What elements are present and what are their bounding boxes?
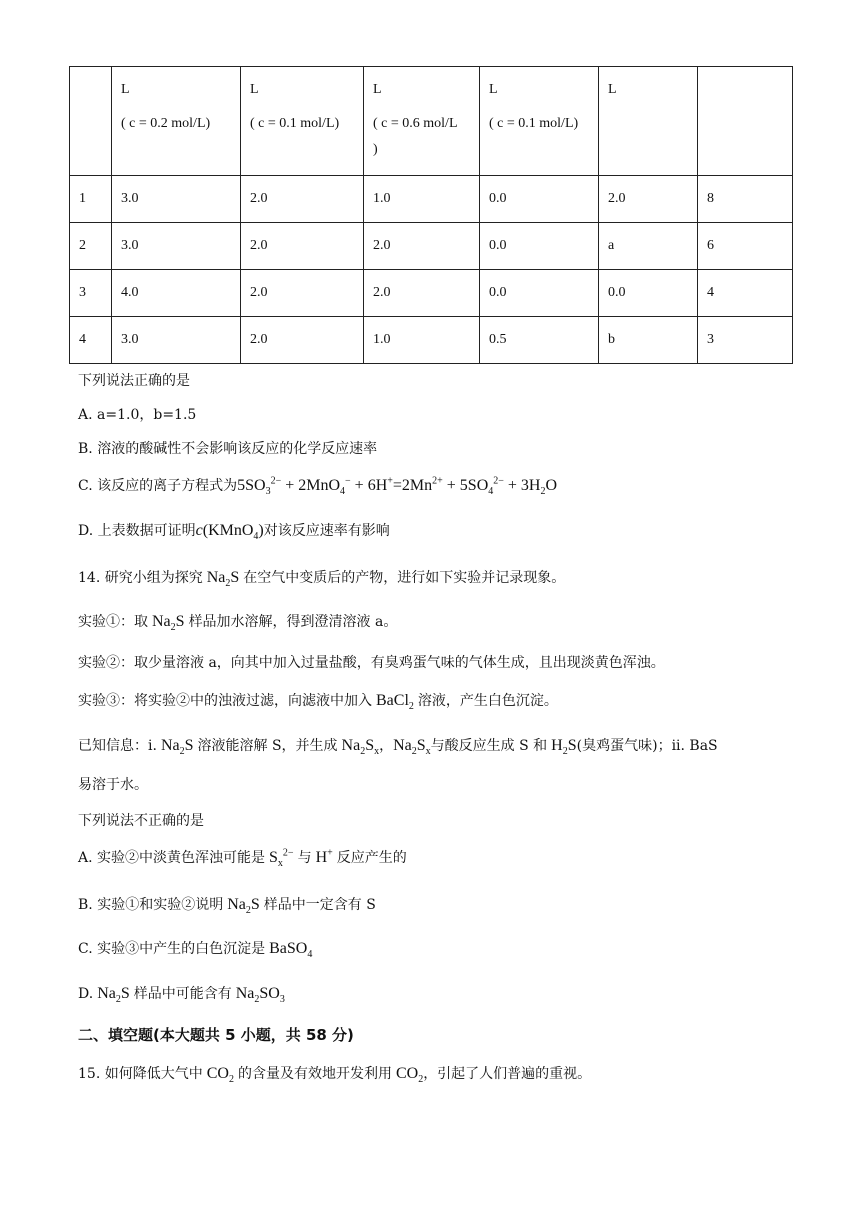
table-header-cell: L	[599, 67, 698, 176]
table-cell: 2.0	[241, 317, 364, 364]
table-cell: 2.0	[241, 176, 364, 223]
q14-exp3: 实验③：将实验②中的浊液过滤，向滤液中加入 BaCl$_2$ 溶液，产生白色沉淀。	[78, 692, 558, 713]
table-cell: 3	[698, 317, 793, 364]
table-header-cell: L ( c = 0.1 mol/L)	[480, 67, 599, 176]
table-cell: 3.0	[112, 223, 241, 270]
table-cell: 2	[70, 223, 112, 270]
table-header-cell: L ( c = 0.2 mol/L)	[112, 67, 241, 176]
table-cell: 0.5	[480, 317, 599, 364]
table-cell: 2.0	[241, 223, 364, 270]
q15-stem: 15. 如何降低大气中 $CO_2$ 的含量及有效地开发利用 $CO_2$，引起了人们普遍的重视。	[78, 1065, 592, 1086]
table-cell: 6	[698, 223, 793, 270]
table-cell: 2.0	[364, 270, 480, 317]
table-cell: 8	[698, 176, 793, 223]
q14-option-d: D. $Na_2S$ 样品中可能含有 $Na_2SO_3$	[78, 985, 285, 1006]
table-cell: 4	[698, 270, 793, 317]
table-cell: 3.0	[112, 317, 241, 364]
table-cell: a	[599, 223, 698, 270]
section-heading: 二、填空题(本大题共 5 小题，共 58 分)	[78, 1026, 354, 1044]
table-cell: 0.0	[480, 270, 599, 317]
table-cell: 2.0	[599, 176, 698, 223]
table-cell: 2.0	[241, 270, 364, 317]
q13-option-a: A. a=1.0，b=1.5	[78, 407, 197, 423]
table-row	[70, 223, 793, 270]
table-cell: 1.0	[364, 176, 480, 223]
q13-prompt: 下列说法正确的是	[78, 373, 190, 389]
q14-option-a: A. 实验②中淡黄色浑浊可能是 $S_x^{2-}$ 与 H+ 反应产生的	[78, 847, 407, 870]
experiment-table	[69, 66, 793, 364]
q14-exp2: 实验②：取少量溶液 a，向其中加入过量盐酸，有臭鸡蛋气味的气体生成，且出现淡黄色浑浊。	[78, 655, 665, 671]
table-header-cell	[698, 67, 793, 176]
q14-exp1: 实验①：取 $Na_2S$ 样品加水溶解，得到澄清溶液 a。	[78, 613, 398, 634]
table-cell: 1.0	[364, 317, 480, 364]
q13-option-d: D. 上表数据可证明c(KMnO$_4$)对该反应速率有影响	[78, 522, 390, 543]
table-cell: 0.0	[480, 223, 599, 270]
q14-known: 已知信息：i. $Na_2S$ 溶液能溶解 S，并生成 $Na_2S_x$，$Na_2S_x$与酸反应生成 S 和 $H_2S$(臭鸡蛋气味)；ii. BaS	[78, 737, 718, 758]
table-header-cell: L ( c = 0.1 mol/L)	[241, 67, 364, 176]
table-row	[70, 176, 793, 223]
table-cell: 2.0	[364, 223, 480, 270]
q13-option-b: B. 溶液的酸碱性不会影响该反应的化学反应速率	[78, 441, 378, 457]
table-cell: 0.0	[480, 176, 599, 223]
table-row	[70, 270, 793, 317]
table-cell: 3	[70, 270, 112, 317]
table-cell: 3.0	[112, 176, 241, 223]
q14-prompt: 下列说法不正确的是	[78, 813, 204, 829]
table-cell: b	[599, 317, 698, 364]
q13-option-c: C. 该反应的离子方程式为$5SO_3^{2-} + 2MnO_4^- + 6H^+=2Mn^{2+} + 5SO_4^{2-} + 3H_2O$	[78, 475, 558, 498]
q14-known-cont: 易溶于水。	[78, 777, 148, 793]
q14-stem: 14. 研究小组为探究 $Na_2S$ 在空气中变质后的产物，进行如下实验并记录现象。	[78, 569, 566, 590]
table-row	[70, 317, 793, 364]
table-cell: 4.0	[112, 270, 241, 317]
table-cell: 1	[70, 176, 112, 223]
table-header-cell	[70, 67, 112, 176]
table-header-cell: L ( c = 0.6 mol/L )	[364, 67, 480, 176]
table-cell: 0.0	[599, 270, 698, 317]
q14-option-b: B. 实验①和实验②说明 $Na_2S$ 样品中一定含有 S	[78, 896, 376, 917]
q14-option-c: C. 实验③中产生的白色沉淀是 BaSO$_4$	[78, 940, 313, 961]
table-header-row	[70, 67, 793, 176]
table-cell: 4	[70, 317, 112, 364]
